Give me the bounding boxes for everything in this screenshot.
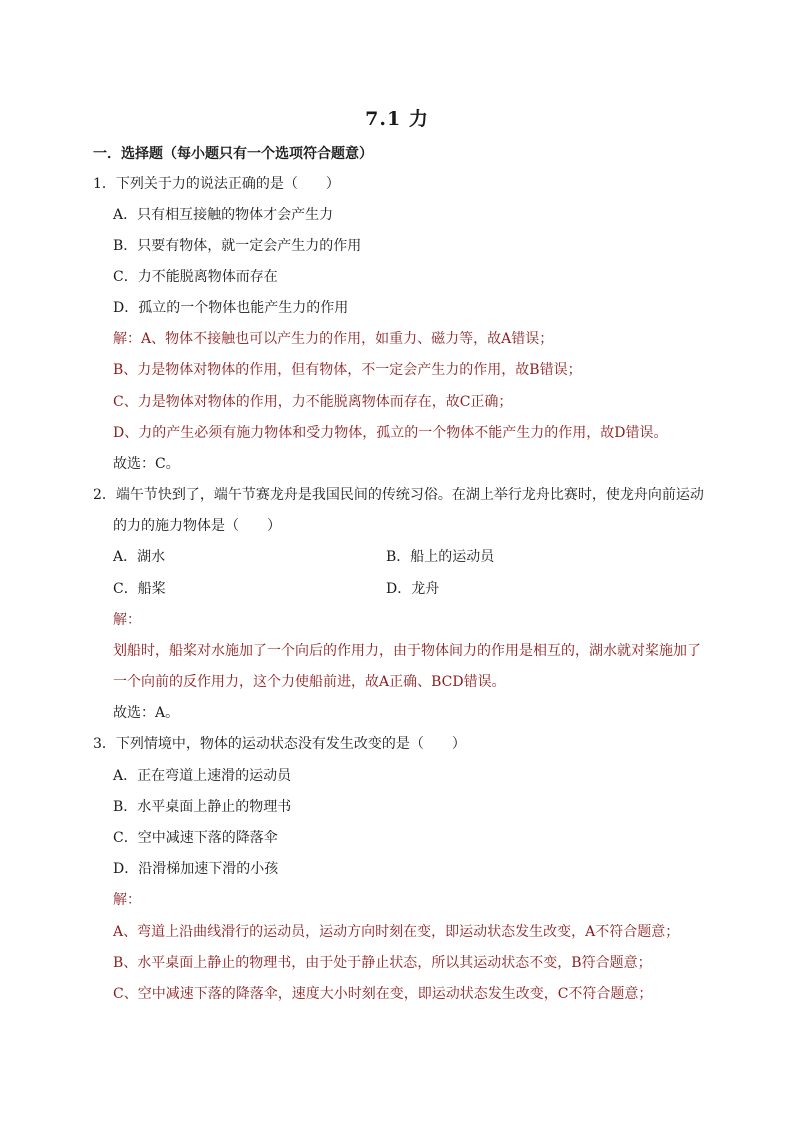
question-2-answer: 故选：A。 [113, 705, 180, 721]
question-1-stem: 1．下列关于力的说法正确的是（ ） [93, 176, 340, 192]
question-3-solution-label: 解： [113, 892, 141, 908]
question-3-solution-line: B、水平桌面上静止的物理书，由于处于静止状态，所以其运动状态不变，B符合题意； [113, 955, 652, 971]
question-2-option-b: B．船上的运动员 [386, 549, 495, 565]
section-heading: 一．选择题（每小题只有一个选项符合题意） [93, 146, 373, 162]
question-3-solution-line: A、弯道上沿曲线滑行的运动员，运动方向时刻在变，即运动状态发生改变，A不符合题意； [113, 924, 680, 940]
question-3-option-c: C．空中减速下落的降落伞 [113, 830, 278, 846]
question-2-stem-continued: 的力的施力物体是（ ） [113, 518, 281, 534]
question-3-solution-line: C、空中减速下落的降落伞，速度大小时刻在变，即运动状态发生改变，C不符合题意； [113, 986, 653, 1002]
page-title: 7.1 力 [365, 108, 429, 130]
question-2-option-d: D．龙舟 [386, 581, 440, 597]
question-2-option-c: C．船桨 [113, 581, 166, 597]
question-3-option-a: A．正在弯道上速滑的运动员 [113, 768, 292, 784]
question-2-solution-label: 解： [113, 612, 141, 628]
question-2-solution-line: 划船时，船桨对水施加了一个向后的作用力，由于物体间力的作用是相互的，湖水就对桨施加了 [113, 643, 701, 659]
question-1-answer: 故选：C。 [113, 456, 180, 472]
question-1-solution-line: C、力是物体对物体的作用，力不能脱离物体而存在，故C正确； [113, 394, 513, 410]
question-1-option-c: C．力不能脱离物体而存在 [113, 269, 278, 285]
question-1-option-d: D．孤立的一个物体也能产生力的作用 [113, 300, 349, 316]
question-1-option-b: B．只要有物体，就一定会产生力的作用 [113, 238, 362, 254]
question-2-option-a: A．湖水 [113, 549, 166, 565]
question-3-option-b: B．水平桌面上静止的物理书 [113, 799, 292, 815]
question-1-option-a: A．只有相互接触的物体才会产生力 [113, 207, 334, 223]
question-1-solution-line: B、力是物体对物体的作用，但有物体，不一定会产生力的作用，故B错误； [113, 362, 582, 378]
question-1-solution-line: D、力的产生必须有施力物体和受力物体，孤立的一个物体不能产生力的作用，故D错误。 [113, 425, 668, 441]
question-2-solution-line: 一个向前的反作用力，这个力使船前进，故A正确、BCD错误。 [113, 674, 506, 690]
question-1-solution-line: 解：A、物体不接触也可以产生力的作用，如重力、磁力等，故A错误； [113, 331, 554, 347]
question-3-option-d: D．沿滑梯加速下滑的小孩 [113, 861, 279, 877]
question-2-stem: 2．端午节快到了，端午节赛龙舟是我国民间的传统习俗。在湖上举行龙舟比赛时，使龙舟向前运动 [93, 487, 704, 503]
question-3-stem: 3．下列情境中，物体的运动状态没有发生改变的是（ ） [93, 736, 466, 752]
